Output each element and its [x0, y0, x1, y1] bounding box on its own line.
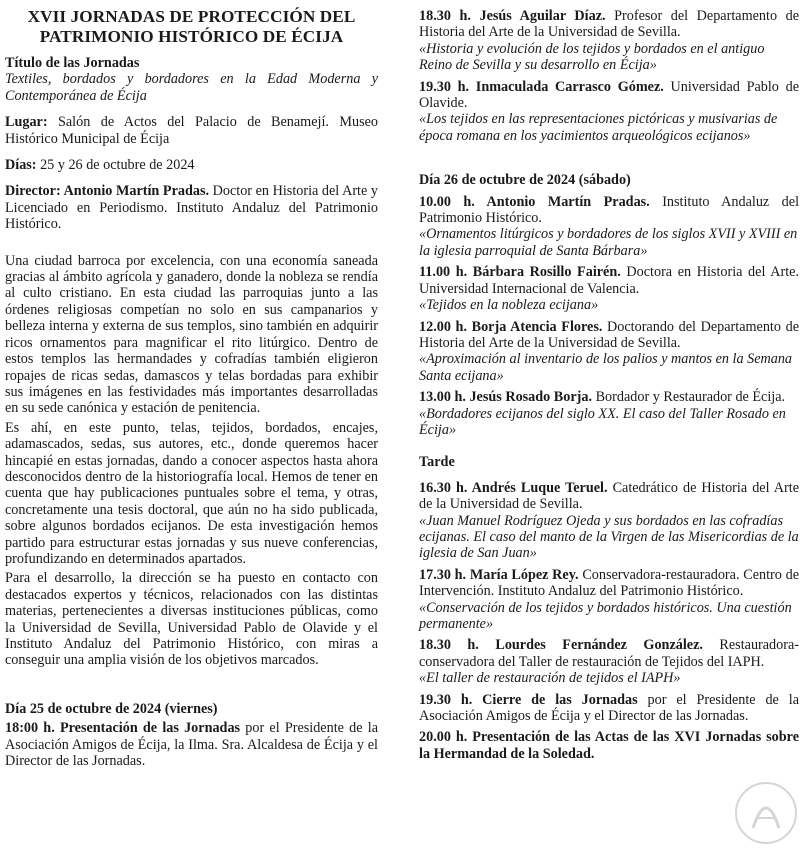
dias-line: [5, 157, 378, 173]
talk-time-speaker: 19.30 h. Cierre de las Jornadas: [419, 691, 638, 708]
talk-head: [419, 567, 799, 600]
talk-item: [419, 692, 799, 725]
talk-affiliation: por el Presidente de la Asociación Amigos de Écija, la Ilma. Sra. Alcaldesa de Écija y el Director de las Jornadas.: [5, 720, 378, 770]
talk-item: [419, 79, 799, 145]
talk-time-speaker: 17.30 h. María López Rey.: [419, 566, 579, 583]
talk-affiliation: Doctora en Historia del Arte. Universidad Internacional de Valencia.: [419, 264, 799, 297]
talk-head: [419, 8, 799, 41]
right-column: [419, 0, 799, 762]
talk-head: [419, 79, 799, 112]
talk-head: [419, 194, 799, 227]
talk-time-speaker: 13.00 h. Jesús Rosado Borja.: [419, 389, 593, 406]
talk-time-speaker: 10.00 h. Antonio Martín Pradas.: [419, 193, 650, 210]
talk-time-speaker: 11.00 h. Bárbara Rosillo Fairén.: [419, 264, 621, 281]
intro-text: [5, 253, 378, 669]
talk-topic: «Los tejidos en las representaciones pictóricas y musivarias de época romana en los yacimientos arqueológicos ecijanos»: [419, 111, 778, 144]
talk-affiliation: Doctorando del Departamento de Historia del Arte de la Universidad de Sevilla.: [419, 318, 799, 351]
talk-item: [419, 729, 799, 762]
talk-affiliation: Bordador y Restaurador de Écija.: [592, 389, 786, 406]
talk-time-speaker: 19.30 h. Inmaculada Carrasco Gómez.: [419, 78, 664, 95]
intro-paragraph: Una ciudad barroca por excelencia, con una economía saneada gracias al ámbito agrícola y ganadero, donde la nobleza se rendía al culto cristiano. En esta ciudad las parroquias junto a las órdenes religiosas competían no solo en sus campanarios y belleza interna y externa de sus templos, sino también en adquirir ricos ornamentos para magnificar el rito litúrgico. Dentro de estos templos las hermandades y cofradías también eligieron ropajes de ricas sedas, damascos y telas bordadas para exhibir sus imágenes en las festividades más importantes desarrolladas en su sede canónica y estación de penitencia.: [5, 252, 378, 417]
dias-label: Días:: [5, 157, 37, 174]
talk-topic: «Historia y evolución de los tejidos y bordados en el antiguo Reino de Sevilla y su desarrollo en Écija»: [419, 40, 765, 74]
talk-head: [419, 319, 799, 352]
talk-item: [419, 567, 799, 633]
talk-time-speaker: 16.30 h. Andrés Luque Teruel.: [419, 479, 608, 496]
talk-time-speaker: 18.30 h. Jesús Aguilar Díaz.: [419, 8, 606, 24]
titulo-text: Textiles, bordados y bordadores en la Edad Moderna y Contemporánea de Écija: [5, 71, 378, 104]
talk-time-speaker: 12.00 h. Borja Atencia Flores.: [419, 318, 603, 335]
talk-head: [419, 389, 799, 405]
talk-head: [419, 480, 799, 513]
talk-topic: «Juan Manuel Rodríguez Ojeda y sus bordados en las cofradías ecijanas. El caso del manto de la Virgen de las Misericordias de la iglesia de San Juan»: [419, 512, 799, 562]
talk-item: [419, 319, 799, 385]
talk-time-speaker: 18:00 h. Presentación de las Jornadas: [5, 720, 241, 737]
talk-item: [5, 720, 378, 769]
lugar-line: [5, 114, 378, 147]
talk-head: [419, 692, 799, 725]
talk-affiliation: Instituto Andaluz del Patrimonio Histórico.: [419, 193, 800, 227]
talk-item: [419, 637, 799, 686]
talk-topic: «Tejidos en la nobleza ecijana»: [419, 297, 599, 314]
talk-item: [419, 264, 799, 313]
intro-paragraph: Es ahí, en este punto, telas, tejidos, bordados, encajes, adamascados, sedas, sus autores, etc., donde queremos hacer hincapié en estas jornadas, dando a conocer aspectos hasta ahora desconocidos dentro de la historiografía local. Hemos de tener en cuenta que hay publicaciones puntuales sobre el tema, y otras, concretamente una tesis doctoral, que aún no ha sido publicada, sobre algunos bordados ecijanos. De esta investigación hemos partido para estructurar estas jornadas y sus nueve conferencias, profundizando en determinados apartados.: [5, 419, 378, 567]
talk-time-speaker: 20.00 h. Presentación de las Actas de las XVI Jornadas sobre la Hermandad de la Soledad.: [419, 729, 799, 762]
titulo-label: Título de las Jornadas: [5, 55, 140, 71]
talk-topic: «Ornamentos litúrgicos y bordadores de los siglos XVII y XVIII en la iglesia parroquial de Santa Bárbara»: [419, 226, 798, 259]
talk-affiliation: por el Presidente de la Asociación Amigos de Écija y el Director de las Jornadas.: [419, 691, 799, 725]
talk-head: [419, 264, 799, 297]
talk-affiliation: Universidad Pablo de Olavide.: [419, 78, 799, 112]
talk-head: [419, 637, 799, 670]
talk-affiliation: Profesor del Departamento de Historia del Arte de la Universidad de Sevilla.: [419, 8, 799, 41]
lugar-label: Lugar:: [5, 114, 48, 131]
lugar-text: Salón de Actos del Palacio de Benamejí. Museo Histórico Municipal de Écija: [5, 114, 378, 147]
talk-item: [419, 8, 799, 74]
watermark-logo-icon: [731, 778, 801, 848]
tarde-heading: Tarde: [419, 454, 455, 471]
talk-head: [5, 720, 378, 769]
director-line: [5, 183, 378, 232]
left-column: [5, 0, 378, 769]
talk-topic: «Bordadores ecijanos del siglo XX. El caso del Taller Rosado en Écija»: [419, 405, 786, 438]
talk-affiliation: Conservadora-restauradora. Centro de Intervención. Instituto Andaluz del Patrimonio Histórico.: [419, 566, 799, 600]
director-label: Director: Antonio Martín Pradas.: [5, 183, 210, 200]
director-text: Doctor en Historia del Arte y Licenciado en Periodismo. Instituto Andaluz del Patrimonio Histórico.: [5, 183, 378, 233]
page-title: XVII JORNADAS DE PROTECCIÓN DEL PATRIMONIO HISTÓRICO DE ÉCIJA: [27, 7, 356, 46]
talk-head: [419, 729, 799, 762]
intro-paragraph: Para el desarrollo, la dirección se ha puesto en contacto con destacados expertos y técnicos, relacionados con las distintas materias, pertenecientes a diversas instituciones públicas, como la Universidad de Sevilla, Universidad Pablo de Olavide y el Instituto Andaluz del Patrimonio Histórico, con miras a conseguir una amplia visión de los objetivos marcados.: [5, 570, 378, 669]
talk-item: [419, 389, 799, 438]
talk-affiliation: Restauradora-conservadora del Taller de restauración de Tejidos del IAPH.: [419, 637, 799, 670]
talk-affiliation: Catedrático de Historia del Arte de la Universidad de Sevilla.: [419, 479, 799, 513]
talk-topic: «Aproximación al inventario de los palios y mantos en la Semana Santa ecijana»: [419, 351, 793, 384]
talk-time-speaker: 18.30 h. Lourdes Fernández González.: [419, 637, 703, 654]
talk-topic: «El taller de restauración de tejidos el IAPH»: [419, 670, 681, 687]
talk-topic: «Conservación de los tejidos y bordados históricos. Una cuestión permanente»: [419, 599, 792, 632]
day1-heading: Día 25 de octubre de 2024 (viernes): [5, 700, 218, 717]
dias-text: 25 y 26 de octubre de 2024: [36, 157, 195, 174]
talk-item: [419, 194, 799, 260]
day2-heading: Día 26 de octubre de 2024 (sábado): [419, 172, 631, 189]
talk-item: [419, 480, 799, 562]
